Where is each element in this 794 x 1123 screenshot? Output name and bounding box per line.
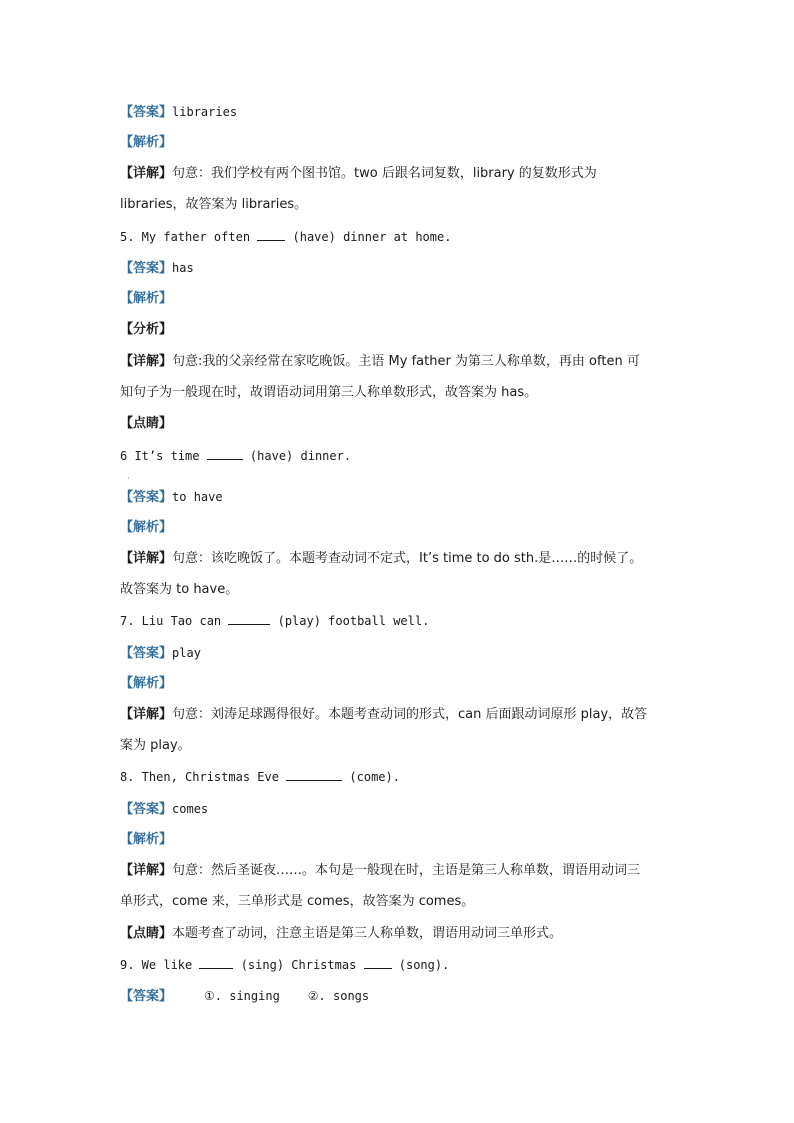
q6-question xyxy=(120,447,678,465)
q9-answer-row xyxy=(120,987,678,1006)
answer-text: play xyxy=(172,646,201,660)
q8-answer-row xyxy=(120,800,678,819)
question-text: (play) football well. xyxy=(270,614,430,628)
answer-text: comes xyxy=(172,802,209,816)
question-text: (sing) Christmas xyxy=(233,958,364,972)
q7-answer-row xyxy=(120,644,678,663)
detail-text: libraries，故答案为 libraries。 xyxy=(120,197,308,212)
detail-tag: 【详解】 xyxy=(120,166,173,181)
q8-point-row xyxy=(120,925,678,943)
answer-blank xyxy=(286,768,342,781)
answer-tag: 【答案】 xyxy=(120,490,173,505)
question-text: (come). xyxy=(342,770,400,784)
detail-tag: 【详解】 xyxy=(120,863,173,878)
q8-analysis-row xyxy=(120,831,678,849)
q9-question xyxy=(120,956,678,974)
question-text: 5. My father often xyxy=(120,230,258,244)
q5-detail-row-1 xyxy=(120,353,678,371)
answer-text: ①. singing xyxy=(204,989,280,1003)
answer-text: has xyxy=(172,261,194,275)
q4-detail-row-1 xyxy=(120,165,678,183)
detail-text: 句意：刘涛足球踢得很好。本题考查动词的形式，can 后面跟动词原形 play，故答 xyxy=(172,707,648,722)
detail-text: 句意：然后圣诞夜……。本句是一般现在时，主语是第三人称单数，谓语用动词三 xyxy=(172,863,641,878)
answer-text: libraries xyxy=(172,105,238,119)
detail-tag: 【详解】 xyxy=(120,707,173,722)
q6-detail-row-2 xyxy=(120,581,678,599)
point-tag: 【点睛】 xyxy=(120,416,173,431)
q8-detail-row-1 xyxy=(120,862,678,880)
answer-blank xyxy=(364,956,392,969)
answer-blank xyxy=(207,447,243,460)
detail-text: 句意：该吃晚饭了。本题考查动词不定式，It’s time to do sth.是……的时候了。 xyxy=(172,551,643,566)
analysis-tag: 【解析】 xyxy=(120,135,173,150)
detail-text: 案为 play。 xyxy=(120,738,191,753)
q6-detail-row-1 xyxy=(120,550,678,568)
detail-text: 句意:我的父亲经常在家吃晚饭。主语 My father 为第三人称单数，再由 often 可 xyxy=(172,354,640,369)
point-text: 本题考查了动词，注意主语是第三人称单数，谓语用动词三单形式。 xyxy=(172,926,563,941)
q8-detail-row-2 xyxy=(120,893,678,911)
answer-text: ②. songs xyxy=(307,989,370,1003)
detail-text: 单形式，come 来，三单形式是 comes，故答案为 comes。 xyxy=(120,894,475,909)
q8-question xyxy=(120,768,678,786)
q6-answer-row xyxy=(120,488,678,507)
q5-point-row xyxy=(120,415,678,433)
q5-analyze-row xyxy=(120,321,678,339)
q5-detail-row-2 xyxy=(120,384,678,402)
answer-tag: 【答案】 xyxy=(120,802,173,817)
answer-tag: 【答案】 xyxy=(120,646,173,661)
analyze-tag: 【分析】 xyxy=(120,322,173,337)
analysis-tag: 【解析】 xyxy=(120,676,173,691)
analysis-tag: 【解析】 xyxy=(120,832,173,847)
q6-analysis-row xyxy=(120,519,678,537)
q5-question xyxy=(120,228,678,246)
detail-tag: 【详解】 xyxy=(120,354,173,369)
q4-analysis-row xyxy=(120,134,678,152)
analysis-tag: 【解析】 xyxy=(120,291,173,306)
stray-mark: · xyxy=(127,474,130,483)
q7-analysis-row xyxy=(120,675,678,693)
question-text: (have) dinner at home. xyxy=(285,230,452,244)
question-text: 6 It’s time xyxy=(120,449,207,463)
q4-answer-row xyxy=(120,103,678,122)
detail-text: 句意：我们学校有两个图书馆。two 后跟名词复数，library 的复数形式为 xyxy=(172,166,597,181)
question-text: 7. Liu Tao can xyxy=(120,614,229,628)
answer-text: to have xyxy=(172,490,223,504)
question-text: 8. Then, Christmas Eve xyxy=(120,770,287,784)
answer-tag: 【答案】 xyxy=(120,989,173,1004)
detail-tag: 【详解】 xyxy=(120,551,173,566)
q5-answer-row xyxy=(120,259,678,278)
answer-tag: 【答案】 xyxy=(120,105,173,120)
detail-text: 故答案为 to have。 xyxy=(120,582,239,597)
answer-blank xyxy=(257,228,285,241)
question-text: (song). xyxy=(391,958,450,972)
point-tag: 【点睛】 xyxy=(120,926,173,941)
q4-detail-row-2 xyxy=(120,196,678,214)
answer-blank xyxy=(199,956,233,969)
q5-analysis-row xyxy=(120,290,678,308)
analysis-tag: 【解析】 xyxy=(120,520,173,535)
question-text: 9. We like xyxy=(120,958,200,972)
answer-tag: 【答案】 xyxy=(120,261,173,276)
q7-question xyxy=(120,612,678,630)
detail-text: 知句子为一般现在时，故谓语动词用第三人称单数形式，故答案为 has。 xyxy=(120,385,538,400)
q7-detail-row-2 xyxy=(120,737,678,755)
question-text: (have) dinner. xyxy=(242,449,352,463)
q7-detail-row-1 xyxy=(120,706,678,724)
answer-blank xyxy=(228,612,270,625)
